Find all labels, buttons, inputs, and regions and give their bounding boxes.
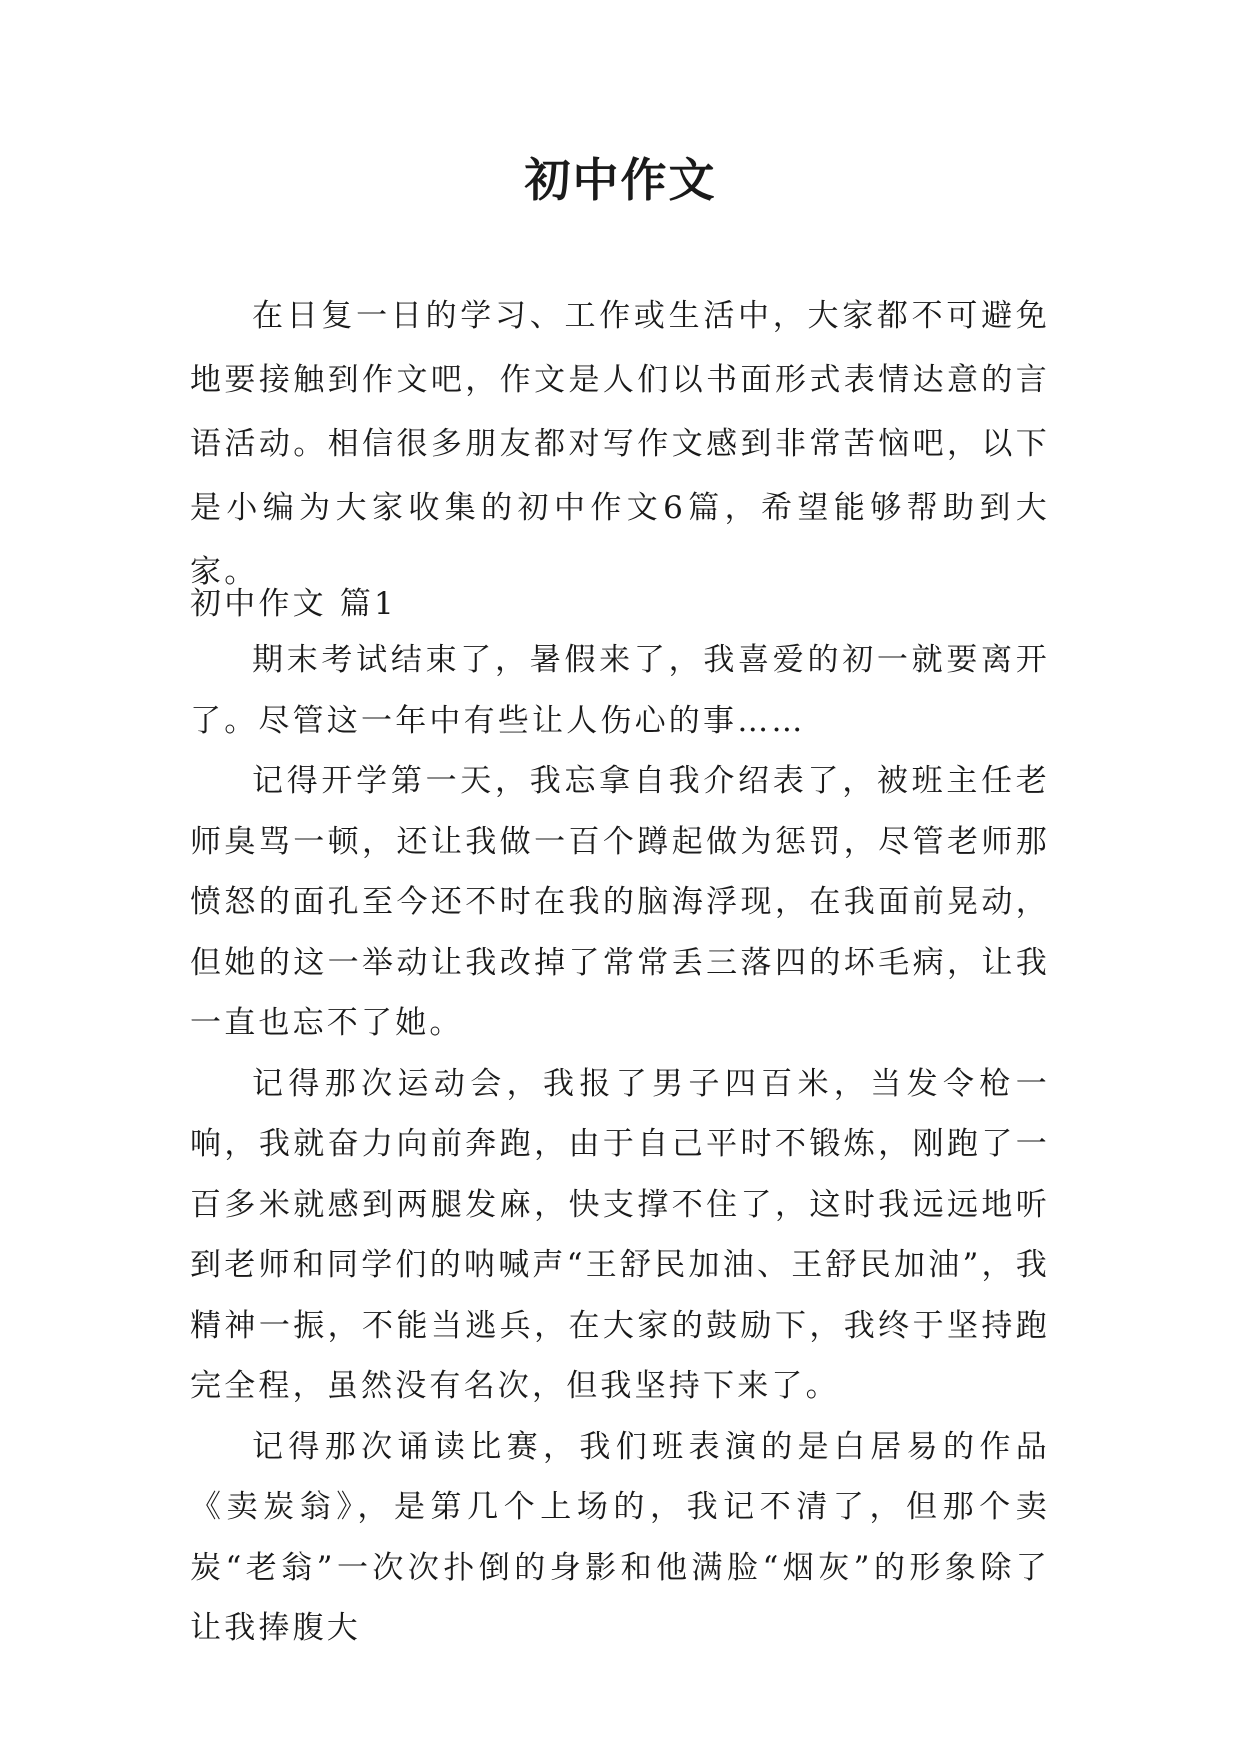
document-title: 初中作文 [524,153,717,207]
section-heading: 初中作文 篇1 [190,586,397,622]
intro-paragraph: 在日复一日的学习、工作或生活中，大家都不可避免地要接触到作文吧，作文是人们以书面形式表情达意的言语活动。相信很多朋友都对写作文感到非常苦恼吧，以下是小编为大家收集的初中作文6篇，希望能够帮助到大家。 [190,298,1050,590]
section-body [190,630,1050,1659]
body-paragraph: 记得那次诵读比赛，我们班表演的是白居易的作品《卖炭翁》，是第几个上场的，我记不清了，但那个卖炭“老翁”一次次扑倒的身影和他满脸“烟灰”的形象除了让我捧腹大 [190,1428,1050,1646]
body-paragraph: 记得那次运动会，我报了男子四百米，当发令枪一响，我就奋力向前奔跑，由于自己平时不锻炼，刚跑了一百多米就感到两腿发麻，快支撑不住了，这时我远远地听到老师和同学们的呐喊声“王舒民加油、王舒民加油”，我精神一振，不能当逃兵，在大家的鼓励下，我终于坚持跑完全程，虽然没有名次，但我坚持下来了。 [190,1065,1050,1404]
body-paragraph: 期末考试结束了，暑假来了，我喜爱的初一就要离开了。尽管这一年中有些让人伤心的事…… [190,642,1050,739]
body-paragraph: 记得开学第一天，我忘拿自我介绍表了，被班主任老师臭骂一顿，还让我做一百个蹲起做为惩罚，尽管老师那愤怒的面孔至今还不时在我的脑海浮现，在我面前晃动，但她的这一举动让我改掉了常常丢三落四的坏毛病，让我一直也忘不了她。 [190,763,1050,1041]
